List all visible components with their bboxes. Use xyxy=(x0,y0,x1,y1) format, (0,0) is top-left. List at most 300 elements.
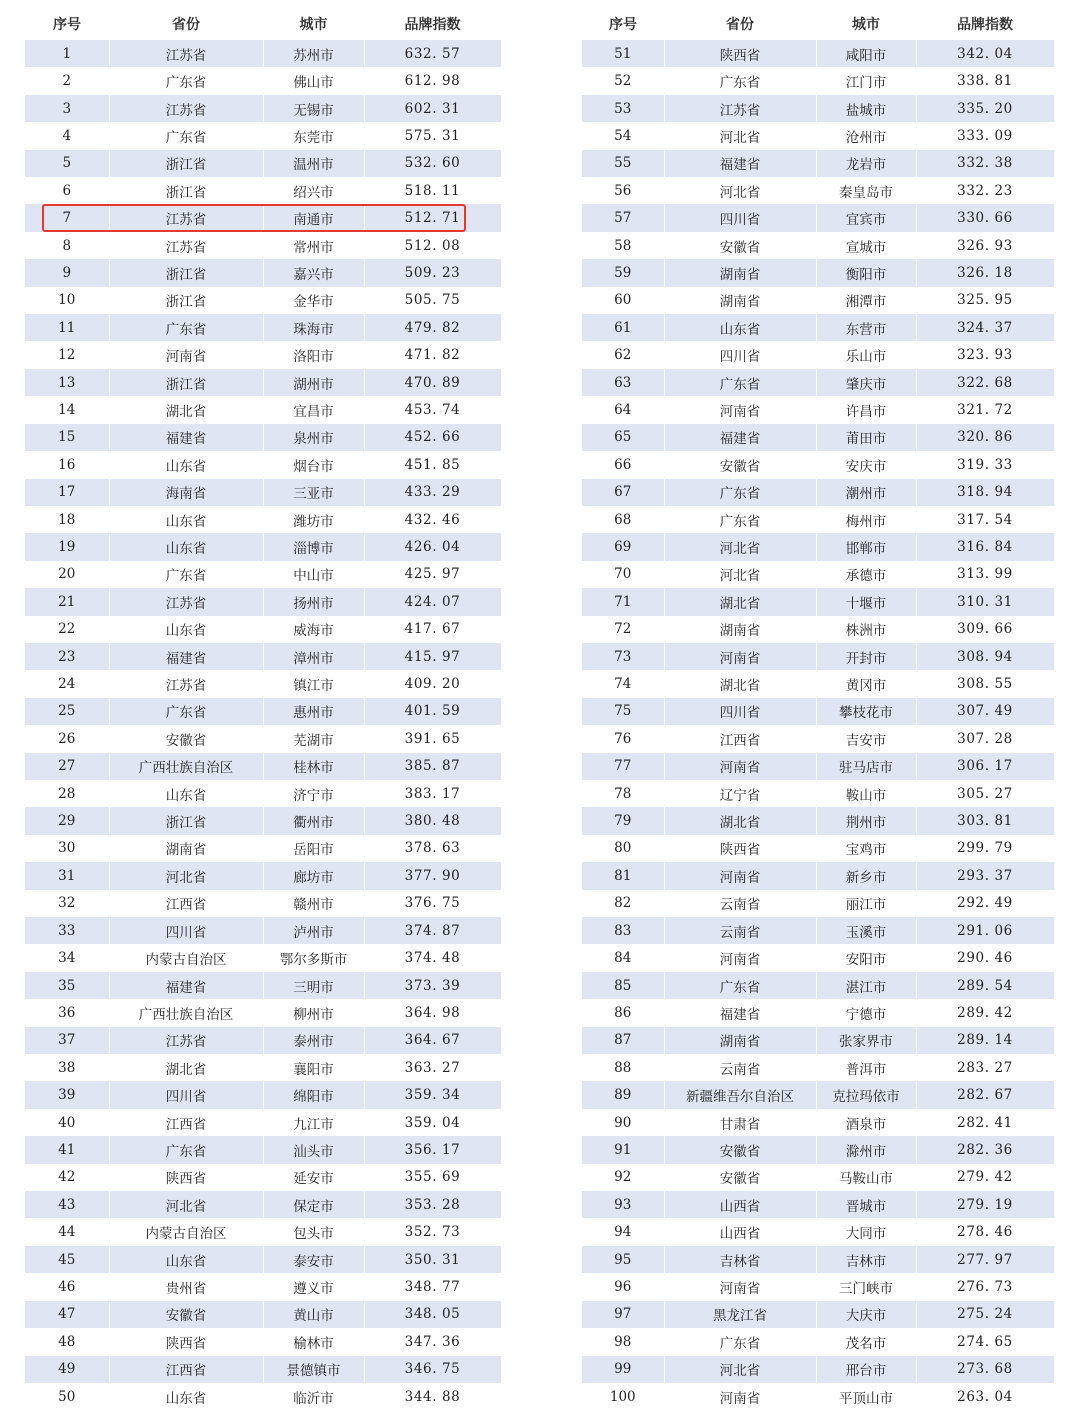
city-cell: 东营市 xyxy=(816,314,916,341)
city-cell: 廊坊市 xyxy=(263,862,364,889)
city-cell: 驻马店市 xyxy=(816,753,916,780)
province-cell: 贵州省 xyxy=(109,1273,263,1300)
city-cell: 潮州市 xyxy=(816,479,916,506)
province-cell: 甘肃省 xyxy=(664,1109,816,1136)
score-cell: 332. 23 xyxy=(916,177,1054,204)
city-cell: 岳阳市 xyxy=(263,835,364,862)
city-cell: 攀枝花市 xyxy=(816,698,916,725)
table-row xyxy=(25,424,501,451)
rank-cell: 78 xyxy=(582,780,664,807)
province-cell: 广东省 xyxy=(664,479,816,506)
rank-cell: 84 xyxy=(582,944,664,971)
table-row xyxy=(25,999,501,1026)
table-row xyxy=(582,1054,1054,1081)
score-cell: 322. 68 xyxy=(916,369,1054,396)
score-cell: 376. 75 xyxy=(364,890,501,917)
city-cell: 邢台市 xyxy=(816,1356,916,1383)
header-province: 省份 xyxy=(726,17,754,33)
province-cell: 湖北省 xyxy=(109,396,263,423)
city-cell: 湖州市 xyxy=(263,369,364,396)
score-cell: 415. 97 xyxy=(364,643,501,670)
province-cell: 湖北省 xyxy=(664,807,816,834)
rank-cell: 65 xyxy=(582,424,664,451)
rank-cell: 7 xyxy=(25,204,109,231)
province-cell: 江西省 xyxy=(109,1109,263,1136)
score-cell: 320. 86 xyxy=(916,424,1054,451)
score-cell: 318. 94 xyxy=(916,479,1054,506)
table-row xyxy=(582,1081,1054,1108)
province-cell: 新疆维吾尔自治区 xyxy=(664,1081,816,1108)
table-row xyxy=(582,95,1054,122)
table-row xyxy=(25,835,501,862)
city-cell: 秦皇岛市 xyxy=(816,177,916,204)
city-cell: 咸阳市 xyxy=(816,40,916,67)
score-cell: 308. 94 xyxy=(916,643,1054,670)
score-cell: 307. 28 xyxy=(916,725,1054,752)
province-cell: 广东省 xyxy=(664,506,816,533)
table-row xyxy=(25,533,501,560)
rank-cell: 89 xyxy=(582,1081,664,1108)
rank-cell: 83 xyxy=(582,917,664,944)
rank-cell: 38 xyxy=(25,1054,109,1081)
province-cell: 江苏省 xyxy=(109,204,263,231)
city-cell: 洛阳市 xyxy=(263,341,364,368)
province-cell: 江西省 xyxy=(664,725,816,752)
table-row xyxy=(25,944,501,971)
province-cell: 内蒙古自治区 xyxy=(109,944,263,971)
score-cell: 342. 04 xyxy=(916,40,1054,67)
province-cell: 河北省 xyxy=(664,533,816,560)
rank-cell: 15 xyxy=(25,424,109,451)
score-cell: 348. 05 xyxy=(364,1301,501,1328)
score-cell: 293. 37 xyxy=(916,862,1054,889)
score-cell: 575. 31 xyxy=(364,122,501,149)
score-cell: 325. 95 xyxy=(916,287,1054,314)
rank-cell: 60 xyxy=(582,287,664,314)
rank-cell: 45 xyxy=(25,1246,109,1273)
province-cell: 黑龙江省 xyxy=(664,1301,816,1328)
table-row xyxy=(25,1301,501,1328)
province-cell: 江西省 xyxy=(109,1356,263,1383)
province-cell: 山东省 xyxy=(109,1246,263,1273)
city-cell: 马鞍山市 xyxy=(816,1164,916,1191)
province-cell: 陕西省 xyxy=(664,835,816,862)
province-cell: 广西壮族自治区 xyxy=(109,999,263,1026)
table-row xyxy=(582,999,1054,1026)
province-cell: 江苏省 xyxy=(109,588,263,615)
table-row xyxy=(25,150,501,177)
city-cell: 张家界市 xyxy=(816,1027,916,1054)
city-cell: 泰安市 xyxy=(263,1246,364,1273)
rank-cell: 54 xyxy=(582,122,664,149)
table-row xyxy=(582,287,1054,314)
city-cell: 绍兴市 xyxy=(263,177,364,204)
table-row xyxy=(582,67,1054,94)
rank-cell: 34 xyxy=(25,944,109,971)
score-cell: 359. 04 xyxy=(364,1109,501,1136)
city-cell: 桂林市 xyxy=(263,753,364,780)
header-city: 城市 xyxy=(299,17,328,33)
rank-cell: 2 xyxy=(25,67,109,94)
province-cell: 四川省 xyxy=(109,1081,263,1108)
score-cell: 632. 57 xyxy=(364,40,501,67)
table-row xyxy=(25,643,501,670)
city-cell: 三亚市 xyxy=(263,479,364,506)
rank-cell: 70 xyxy=(582,561,664,588)
table-row xyxy=(25,1356,501,1383)
rank-cell: 71 xyxy=(582,588,664,615)
score-cell: 451. 85 xyxy=(364,451,501,478)
table-row xyxy=(25,506,501,533)
city-cell: 宜宾市 xyxy=(816,204,916,231)
score-cell: 433. 29 xyxy=(364,479,501,506)
city-cell: 大庆市 xyxy=(816,1301,916,1328)
province-cell: 河北省 xyxy=(664,177,816,204)
table-row xyxy=(25,780,501,807)
score-cell: 409. 20 xyxy=(364,670,501,697)
header-score: 品牌指数 xyxy=(957,17,1013,33)
city-cell: 承德市 xyxy=(816,561,916,588)
score-cell: 452. 66 xyxy=(364,424,501,451)
table-row xyxy=(25,1246,501,1273)
score-cell: 307. 49 xyxy=(916,698,1054,725)
province-cell: 安徽省 xyxy=(664,451,816,478)
table-row xyxy=(582,1136,1054,1163)
score-cell: 353. 28 xyxy=(364,1191,501,1218)
city-cell: 克拉玛依市 xyxy=(816,1081,916,1108)
score-cell: 308. 55 xyxy=(916,670,1054,697)
rank-cell: 37 xyxy=(25,1027,109,1054)
city-cell: 柳州市 xyxy=(263,999,364,1026)
city-cell: 黄冈市 xyxy=(816,670,916,697)
rank-cell: 4 xyxy=(25,122,109,149)
rank-cell: 90 xyxy=(582,1109,664,1136)
header-rank: 序号 xyxy=(53,17,81,33)
rank-cell: 49 xyxy=(25,1356,109,1383)
province-cell: 四川省 xyxy=(109,917,263,944)
table-row xyxy=(25,341,501,368)
score-cell: 344. 88 xyxy=(364,1383,501,1410)
score-cell: 319. 33 xyxy=(916,451,1054,478)
province-cell: 河南省 xyxy=(664,862,816,889)
score-cell: 363. 27 xyxy=(364,1054,501,1081)
rank-cell: 46 xyxy=(25,1273,109,1300)
province-cell: 广东省 xyxy=(109,561,263,588)
rank-cell: 19 xyxy=(25,533,109,560)
rank-cell: 14 xyxy=(25,396,109,423)
score-cell: 289. 14 xyxy=(916,1027,1054,1054)
province-cell: 广东省 xyxy=(109,1136,263,1163)
table-row xyxy=(582,1383,1054,1410)
score-cell: 306. 17 xyxy=(916,753,1054,780)
score-cell: 276. 73 xyxy=(916,1273,1054,1300)
score-cell: 356. 17 xyxy=(364,1136,501,1163)
province-cell: 广东省 xyxy=(664,369,816,396)
province-cell: 浙江省 xyxy=(109,807,263,834)
city-cell: 宣城市 xyxy=(816,232,916,259)
province-cell: 河南省 xyxy=(664,396,816,423)
rank-cell: 22 xyxy=(25,616,109,643)
score-cell: 291. 06 xyxy=(916,917,1054,944)
score-cell: 289. 54 xyxy=(916,972,1054,999)
table-row xyxy=(25,1273,501,1300)
table-row xyxy=(582,1273,1054,1300)
city-cell: 龙岩市 xyxy=(816,150,916,177)
rank-cell: 68 xyxy=(582,506,664,533)
table-row xyxy=(582,259,1054,286)
province-cell: 山西省 xyxy=(664,1218,816,1245)
table-row xyxy=(25,451,501,478)
province-cell: 山东省 xyxy=(109,451,263,478)
table-row xyxy=(582,341,1054,368)
table-row xyxy=(582,780,1054,807)
city-cell: 佛山市 xyxy=(263,67,364,94)
score-cell: 417. 67 xyxy=(364,616,501,643)
score-cell: 346. 75 xyxy=(364,1356,501,1383)
table-row xyxy=(582,890,1054,917)
rank-cell: 98 xyxy=(582,1328,664,1355)
score-cell: 425. 97 xyxy=(364,561,501,588)
rank-cell: 28 xyxy=(25,780,109,807)
table-row xyxy=(25,67,501,94)
table-row xyxy=(25,725,501,752)
rank-cell: 47 xyxy=(25,1301,109,1328)
score-cell: 317. 54 xyxy=(916,506,1054,533)
score-cell: 316. 84 xyxy=(916,533,1054,560)
rank-cell: 10 xyxy=(25,287,109,314)
table-row xyxy=(25,890,501,917)
city-cell: 扬州市 xyxy=(263,588,364,615)
city-cell: 潍坊市 xyxy=(263,506,364,533)
province-cell: 江苏省 xyxy=(109,40,263,67)
score-cell: 383. 17 xyxy=(364,780,501,807)
rank-cell: 30 xyxy=(25,835,109,862)
province-cell: 江苏省 xyxy=(664,95,816,122)
score-cell: 509. 23 xyxy=(364,259,501,286)
city-cell: 肇庆市 xyxy=(816,369,916,396)
score-cell: 326. 93 xyxy=(916,232,1054,259)
province-cell: 山东省 xyxy=(109,616,263,643)
province-cell: 安徽省 xyxy=(109,725,263,752)
score-cell: 401. 59 xyxy=(364,698,501,725)
province-cell: 浙江省 xyxy=(109,259,263,286)
score-cell: 277. 97 xyxy=(916,1246,1054,1273)
table-row xyxy=(25,1027,501,1054)
city-cell: 珠海市 xyxy=(263,314,364,341)
city-cell: 三门峡市 xyxy=(816,1273,916,1300)
province-cell: 安徽省 xyxy=(664,232,816,259)
rank-cell: 66 xyxy=(582,451,664,478)
province-cell: 安徽省 xyxy=(664,1164,816,1191)
rank-cell: 63 xyxy=(582,369,664,396)
score-cell: 303. 81 xyxy=(916,807,1054,834)
province-cell: 云南省 xyxy=(664,1054,816,1081)
province-cell: 广东省 xyxy=(109,122,263,149)
rank-cell: 75 xyxy=(582,698,664,725)
rank-cell: 29 xyxy=(25,807,109,834)
table-row xyxy=(582,616,1054,643)
rank-cell: 62 xyxy=(582,341,664,368)
city-cell: 宝鸡市 xyxy=(816,835,916,862)
header-score: 品牌指数 xyxy=(404,17,461,33)
score-cell: 364. 67 xyxy=(364,1027,501,1054)
score-cell: 289. 42 xyxy=(916,999,1054,1026)
score-cell: 479. 82 xyxy=(364,314,501,341)
province-cell: 云南省 xyxy=(664,890,816,917)
score-cell: 453. 74 xyxy=(364,396,501,423)
rank-cell: 52 xyxy=(582,67,664,94)
score-cell: 263. 04 xyxy=(916,1383,1054,1410)
city-cell: 保定市 xyxy=(263,1191,364,1218)
rank-cell: 33 xyxy=(25,917,109,944)
header-city: 城市 xyxy=(852,17,880,33)
province-cell: 四川省 xyxy=(664,204,816,231)
table-row xyxy=(582,972,1054,999)
province-cell: 陕西省 xyxy=(664,40,816,67)
rank-cell: 8 xyxy=(25,232,109,259)
rank-cell: 53 xyxy=(582,95,664,122)
city-cell: 鄂尔多斯市 xyxy=(263,944,364,971)
rank-cell: 25 xyxy=(25,698,109,725)
city-cell: 泰州市 xyxy=(263,1027,364,1054)
table-row xyxy=(582,1027,1054,1054)
city-cell: 新乡市 xyxy=(816,862,916,889)
city-cell: 吉林市 xyxy=(816,1246,916,1273)
score-cell: 292. 49 xyxy=(916,890,1054,917)
score-cell: 518. 11 xyxy=(364,177,501,204)
province-cell: 河南省 xyxy=(664,753,816,780)
province-cell: 河北省 xyxy=(664,1356,816,1383)
table-row xyxy=(582,1218,1054,1245)
province-cell: 陕西省 xyxy=(109,1164,263,1191)
table-row xyxy=(25,561,501,588)
table-row xyxy=(25,369,501,396)
rank-cell: 100 xyxy=(582,1383,664,1410)
province-cell: 广西壮族自治区 xyxy=(109,753,263,780)
city-cell: 江门市 xyxy=(816,67,916,94)
city-cell: 宁德市 xyxy=(816,999,916,1026)
rank-cell: 26 xyxy=(25,725,109,752)
city-cell: 常州市 xyxy=(263,232,364,259)
province-cell: 广东省 xyxy=(664,67,816,94)
table-row xyxy=(582,835,1054,862)
city-cell: 泉州市 xyxy=(263,424,364,451)
province-cell: 安徽省 xyxy=(664,1136,816,1163)
city-cell: 荆州市 xyxy=(816,807,916,834)
province-cell: 福建省 xyxy=(664,999,816,1026)
city-cell: 九江市 xyxy=(263,1109,364,1136)
table-row xyxy=(582,232,1054,259)
rank-cell: 64 xyxy=(582,396,664,423)
city-cell: 湛江市 xyxy=(816,972,916,999)
score-cell: 323. 93 xyxy=(916,341,1054,368)
city-cell: 衢州市 xyxy=(263,807,364,834)
table-row xyxy=(25,1383,501,1410)
table-row xyxy=(582,177,1054,204)
score-cell: 378. 63 xyxy=(364,835,501,862)
province-cell: 湖南省 xyxy=(664,1027,816,1054)
rank-cell: 59 xyxy=(582,259,664,286)
city-cell: 淄博市 xyxy=(263,533,364,560)
province-cell: 广东省 xyxy=(109,314,263,341)
city-cell: 大同市 xyxy=(816,1218,916,1245)
score-cell: 332. 38 xyxy=(916,150,1054,177)
rank-cell: 72 xyxy=(582,616,664,643)
rank-cell: 80 xyxy=(582,835,664,862)
table-row xyxy=(25,616,501,643)
city-cell: 绵阳市 xyxy=(263,1081,364,1108)
table-row xyxy=(582,40,1054,67)
rank-cell: 74 xyxy=(582,670,664,697)
table-row xyxy=(582,753,1054,780)
score-cell: 432. 46 xyxy=(364,506,501,533)
ranking-table-left xyxy=(25,8,502,1410)
rank-cell: 32 xyxy=(25,890,109,917)
city-cell: 嘉兴市 xyxy=(263,259,364,286)
rank-cell: 40 xyxy=(25,1109,109,1136)
table-row xyxy=(582,1109,1054,1136)
score-cell: 305. 27 xyxy=(916,780,1054,807)
rank-cell: 18 xyxy=(25,506,109,533)
table-row xyxy=(582,122,1054,149)
city-cell: 安庆市 xyxy=(816,451,916,478)
table-row xyxy=(25,259,501,286)
city-cell: 包头市 xyxy=(263,1218,364,1245)
city-cell: 延安市 xyxy=(263,1164,364,1191)
city-cell: 沧州市 xyxy=(816,122,916,149)
rank-cell: 23 xyxy=(25,643,109,670)
score-cell: 299. 79 xyxy=(916,835,1054,862)
rank-cell: 93 xyxy=(582,1191,664,1218)
city-cell: 临沂市 xyxy=(263,1383,364,1410)
score-cell: 364. 98 xyxy=(364,999,501,1026)
rank-cell: 61 xyxy=(582,314,664,341)
table-row xyxy=(582,643,1054,670)
table-row xyxy=(25,753,501,780)
table-row xyxy=(25,1328,501,1355)
city-cell: 中山市 xyxy=(263,561,364,588)
rank-cell: 9 xyxy=(25,259,109,286)
rank-cell: 51 xyxy=(582,40,664,67)
city-cell: 惠州市 xyxy=(263,698,364,725)
header-rank: 序号 xyxy=(609,17,637,33)
score-cell: 324. 37 xyxy=(916,314,1054,341)
score-cell: 274. 65 xyxy=(916,1328,1054,1355)
rank-cell: 3 xyxy=(25,95,109,122)
score-cell: 380. 48 xyxy=(364,807,501,834)
score-cell: 313. 99 xyxy=(916,561,1054,588)
province-cell: 河南省 xyxy=(109,341,263,368)
rank-cell: 12 xyxy=(25,341,109,368)
rank-cell: 87 xyxy=(582,1027,664,1054)
table-row xyxy=(25,1191,501,1218)
rank-cell: 44 xyxy=(25,1218,109,1245)
city-cell: 泸州市 xyxy=(263,917,364,944)
city-cell: 衡阳市 xyxy=(816,259,916,286)
score-cell: 373. 39 xyxy=(364,972,501,999)
table-row xyxy=(582,150,1054,177)
table-row xyxy=(582,424,1054,451)
city-cell: 梅州市 xyxy=(816,506,916,533)
city-cell: 晋城市 xyxy=(816,1191,916,1218)
score-cell: 333. 09 xyxy=(916,122,1054,149)
province-cell: 湖南省 xyxy=(664,616,816,643)
city-cell: 普洱市 xyxy=(816,1054,916,1081)
province-cell: 吉林省 xyxy=(664,1246,816,1273)
table-row xyxy=(582,314,1054,341)
province-cell: 河南省 xyxy=(664,643,816,670)
province-cell: 山东省 xyxy=(109,1383,263,1410)
